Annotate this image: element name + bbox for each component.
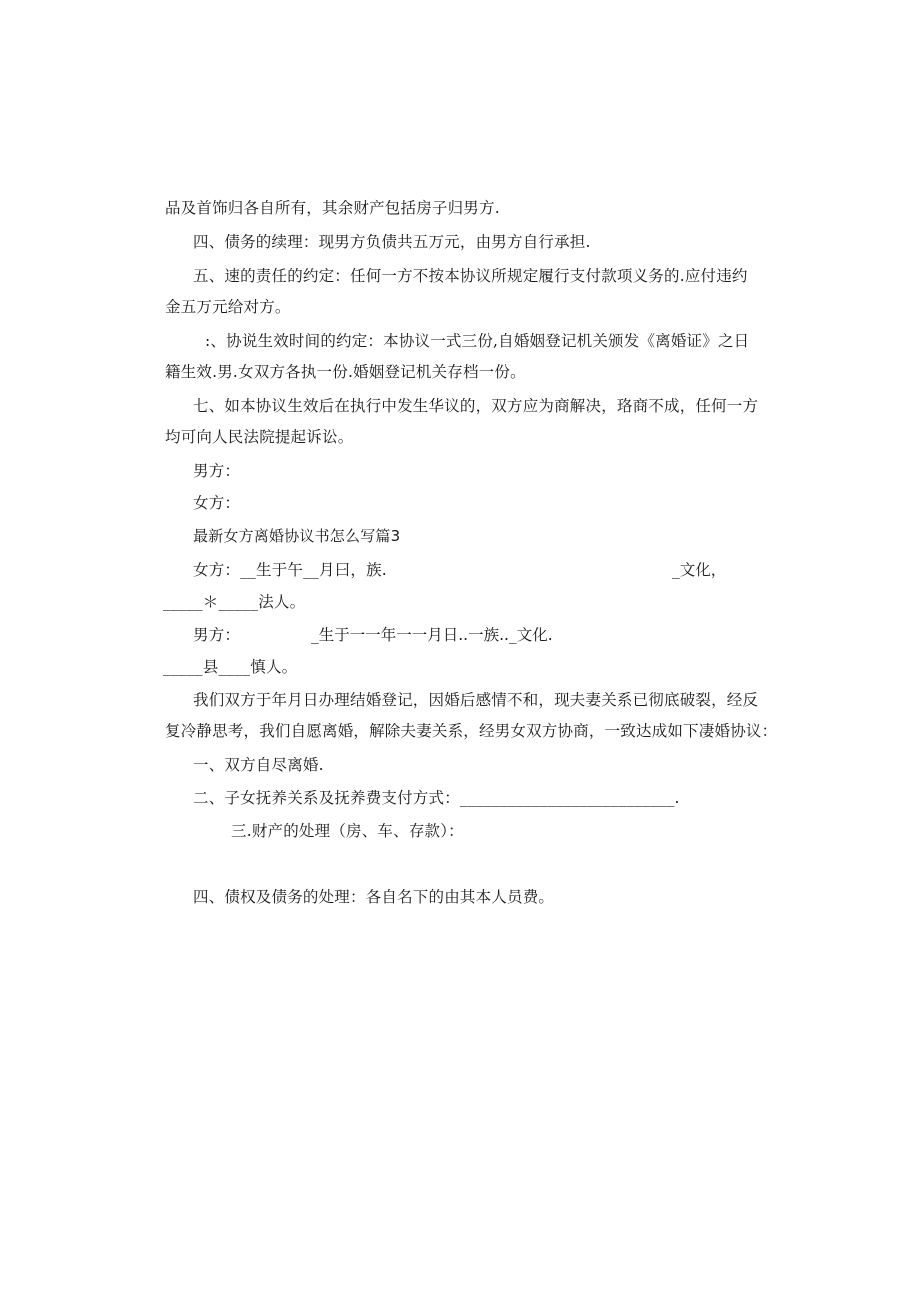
- text-line-preamble-cont: 复冷静思考，我们自愿离婚，解除夫妻关系，经男女双方协商，一致达成如下凄婚协议：: [165, 722, 778, 740]
- clause-1: 一、双方自尽离婚.: [193, 756, 324, 774]
- female-party-line: 女方：__生于午__月曰，族.: [193, 561, 387, 579]
- text-line-preamble: 我们双方于年月日办理结婚登记，因婚后感情不和，现夫妻关系已彻底破裂，经反: [193, 691, 759, 709]
- text-line-effective: :、协说生效时间的约定：本协议一式三份,自婚姻登记机关颁发《离婚证》之日: [205, 332, 750, 350]
- text-line-effective-cont: 籍生效.男.女双方各执一份.婚姻登记机关存档一份。: [165, 363, 526, 381]
- section-heading: 最新女方离婚协议书怎么写篇3: [193, 527, 401, 545]
- male-party-details: _生于一一年一一月日..一族.._文化.: [311, 626, 553, 644]
- female-party-education: _文化，: [672, 561, 727, 579]
- signature-female: 女方：: [193, 494, 241, 512]
- female-party-origin: _____＊_____法人。: [163, 593, 306, 611]
- text-line-liability-cont: 金五万元给对方。: [165, 298, 291, 316]
- male-party-label: 男方：: [193, 626, 241, 644]
- text-line-liability: 五、速的责任的约定：任何一方不按本协议所规定履行支付款项义务的.应付违约: [193, 267, 748, 285]
- text-line-dispute-cont: 均可向人民法院提起诉讼。: [165, 428, 354, 446]
- clause-4: 四、债权及债务的处理：各自名下的由其本人员费。: [193, 888, 555, 906]
- text-line-debt: 四、债务的续理：现男方负债共五万元，由男方自行承担.: [193, 233, 591, 251]
- text-line-dispute: 七、如本协议生效后在执行中发生华议的，双方应为商解决，珞商不成，任何一方: [193, 397, 759, 415]
- clause-2: 二、子女抚养关系及抚养费支付方式：___________________________.: [193, 789, 680, 807]
- text-line-1: 品及首饰归各自所有，其余财产包括房子归男方.: [165, 199, 500, 217]
- male-party-origin: _____县____慎人。: [163, 658, 298, 676]
- signature-male: 男方：: [193, 462, 241, 480]
- clause-3: 三.财产的处理（房、车、存款）：: [231, 822, 464, 840]
